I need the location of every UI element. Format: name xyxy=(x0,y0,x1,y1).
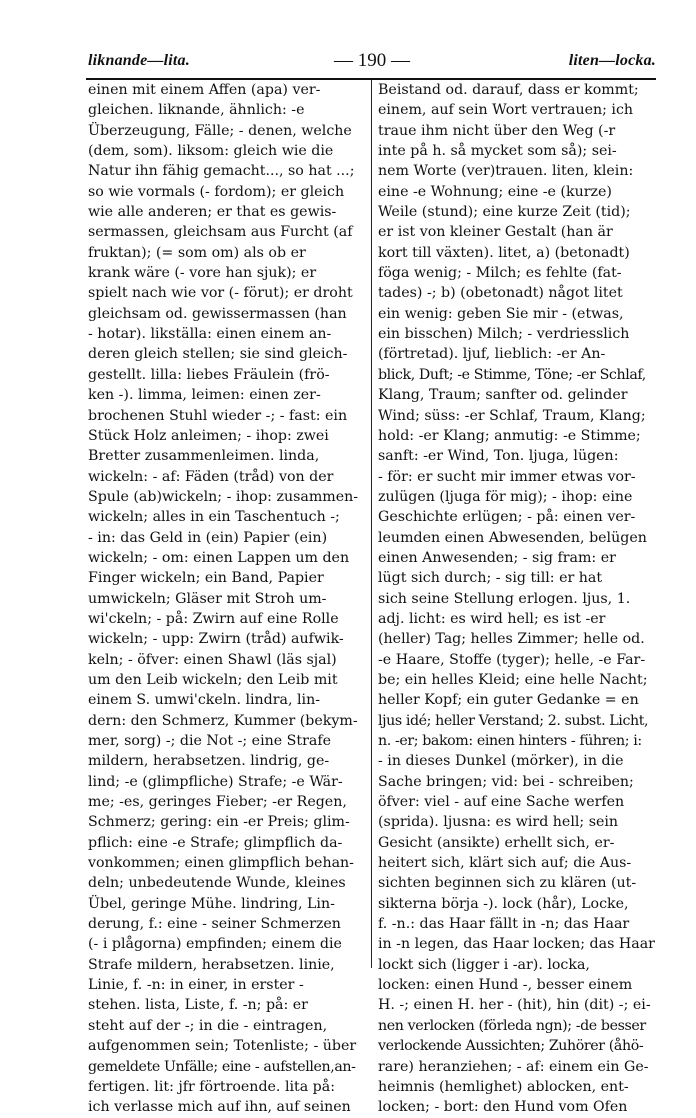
text-line: einem S. umwi'ckeln. lindra, lin- xyxy=(88,692,321,709)
text-line: stehen. lista, Liste, f. -n; på: er xyxy=(88,997,308,1014)
text-line: öfver: viel - auf eine Sache werfen xyxy=(378,794,625,811)
text-line: ein bisschen) Milch; - verdriesslich xyxy=(378,326,630,343)
text-line: ken -). limma, leimen: einen zer- xyxy=(88,387,321,404)
text-line: Geschichte erlügen; - på: einen ver- xyxy=(378,509,636,526)
text-line: kort till växten). litet, a) (betonadt) xyxy=(378,244,630,261)
text-line: wi'ckeln; - på: Zwirn auf eine Rolle xyxy=(88,610,339,627)
text-line: vonkommen; einen glimpflich behan- xyxy=(88,855,354,872)
text-line: wickeln; - upp: Zwirn (tråd) aufwik- xyxy=(88,631,344,648)
text-line: zulügen (ljuga för mig); - ihop: eine xyxy=(378,488,633,505)
text-line: aufgenommen sein; Totenliste; - über xyxy=(88,1038,357,1055)
text-line: keln; - öfver: einen Shawl (läs sjal) xyxy=(88,651,337,668)
text-line: heller Kopf; ein guter Gedanke = en xyxy=(378,692,639,709)
text-line: in -n legen, das Haar locken; das Haar xyxy=(378,936,655,953)
text-line: n. -er; bakom: einen hinters - führen; i: xyxy=(378,733,642,749)
text-line: wie alle anderen; er that es gewis- xyxy=(88,204,337,221)
text-line: fertigen. lit: jfr förtroende. lita på: xyxy=(88,1078,336,1095)
text-line: einen mit einem Affen (apa) ver- xyxy=(88,82,321,98)
text-line: lind; -e (glimpfliche) Strafe; -e Wär- xyxy=(88,773,343,790)
text-line: nem Worte (ver)trauen. liten, klein: xyxy=(378,163,634,180)
right-column xyxy=(378,80,656,1118)
text-line: f. -n.: das Haar fällt in -n; das Haar xyxy=(378,916,630,933)
text-line: leumden einen Abwesenden, belügen xyxy=(378,529,647,546)
text-line: ljus idé; heller Verstand; 2. subst. Licht, xyxy=(378,712,649,729)
text-line: Schmerz; gering: ein -er Preis; glim- xyxy=(88,814,350,831)
text-line: locken: einen Hund -, besser einem xyxy=(378,977,633,994)
text-line: -e Haare, Stoffe (tyger); helle, -e Far- xyxy=(378,651,646,668)
text-line: Natur ihn fähig gemacht..., so hat ...; xyxy=(88,163,355,180)
text-line: fruktan); (= som om) als ob er xyxy=(88,244,306,261)
text-line: nen verlocken (förleda ngn); -de besser xyxy=(378,1017,646,1034)
text-line: me; -es, geringes Fieber; -er Regen, xyxy=(88,794,347,811)
text-line: sikterna börja -). lock (hår), Locke, xyxy=(378,895,629,912)
text-line: gleichsam od. gewissermassen (han xyxy=(88,305,347,322)
text-line: Klang, Traum; sanfter od. gelinder xyxy=(378,387,628,404)
text-line: rare) heranziehen; - af: einem ein Ge- xyxy=(378,1058,649,1075)
text-line: dern: den Schmerz, Kummer (bekym- xyxy=(88,712,358,729)
text-line: mildern, herabsetzen. lindrig, ge- xyxy=(88,753,330,770)
text-line: einem, auf sein Wort vertrauen; ich xyxy=(378,102,634,119)
text-line: Weile (stund); eine kurze Zeit (tid); xyxy=(378,204,631,221)
text-line: gemeldete Unfälle; eine - aufstellen,an- xyxy=(88,1058,356,1075)
text-line: gleichen. liknande, ähnlich: -e xyxy=(88,102,305,119)
text-line: be; ein helles Kleid; eine helle Nacht; xyxy=(378,671,648,688)
text-line: wickeln; alles in ein Taschentuch -; xyxy=(88,509,340,526)
text-line: heitert sich, klärt sich auf; die Aus- xyxy=(378,855,632,872)
header-left-guide-words: liknande—lita. xyxy=(88,52,190,69)
text-line: sich seine Stellung erlogen. ljus, 1. xyxy=(378,590,631,607)
text-line: blick, Duft; -e Stimme, Töne; -er Schlaf, xyxy=(378,366,646,383)
text-line: Überzeugung, Fälle; - denen, welche xyxy=(88,122,352,139)
text-line: Sache bringen; vid: bei - schreiben; xyxy=(378,773,634,790)
text-line: Linie, f. -n: in einer, in erster - xyxy=(88,977,304,994)
text-line: steht auf der -; in die - eintragen, xyxy=(88,1017,328,1034)
text-line: traue ihm nicht über den Weg (-r xyxy=(378,122,616,139)
text-line: einen Anwesenden; - sig fram: er xyxy=(378,549,616,566)
text-line: (förtretad). ljuf, lieblich: -er An- xyxy=(378,346,606,363)
left-column xyxy=(88,80,368,1118)
text-line: (dem, som). liksom: gleich wie die xyxy=(88,143,334,160)
text-line: er ist von kleiner Gestalt (han är xyxy=(378,224,613,241)
text-line: inte på h. så mycket som så); sei- xyxy=(378,143,617,160)
text-line: Bretter zusammenleimen. linda, xyxy=(88,448,320,465)
text-line: krank wäre (- vore han sjuk); er xyxy=(88,265,317,282)
text-line: locken; - bort: den Hund vom Ofen xyxy=(378,1099,628,1116)
text-line: ich verlasse mich auf ihn, auf seinen xyxy=(88,1099,351,1116)
text-line: - in: das Geld in (ein) Papier (ein) xyxy=(88,529,328,546)
text-line: derung, f.: eine - seiner Schmerzen xyxy=(88,916,341,933)
text-line: Strafe mildern, herabsetzen. linie, xyxy=(88,956,335,973)
header-right-guide-words: liten—locka. xyxy=(568,52,656,69)
text-line: H. -; einen H. her - (hit), hin (dit) -; ei- xyxy=(378,997,651,1014)
text-line: sanft: -er Wind, Ton. ljuga, lügen: xyxy=(378,448,619,465)
text-line: Wind; süss: -er Schlaf, Traum, Klang; xyxy=(378,407,646,424)
text-line: lockt sich (ligger i -ar). locka, xyxy=(378,956,590,973)
page-header xyxy=(88,50,656,76)
text-line: - in dieses Dunkel (mörker), in die xyxy=(378,753,624,770)
text-line: (heller) Tag; helles Zimmer; helle od. xyxy=(378,631,645,648)
text-line: umwickeln; Gläser mit Stroh um- xyxy=(88,590,327,607)
text-line: heimnis (hemlighet) ablocken, ent- xyxy=(378,1078,629,1095)
text-line: - hotar). likställa: einen einem an- xyxy=(88,326,332,343)
text-line: pflich: eine -e Strafe; glimpflich da- xyxy=(88,834,343,851)
text-line: wickeln: - af: Fäden (tråd) von der xyxy=(88,468,334,485)
text-line: so wie vormals (- fordom); er gleich xyxy=(88,183,345,200)
text-line: tades) -; b) (obetonadt) något litet xyxy=(378,285,623,302)
text-line: eine -e Wohnung; eine -e (kurze) xyxy=(378,183,612,200)
text-line: Stück Holz anleimen; - ihop: zwei xyxy=(88,427,329,444)
text-line: Beistand od. darauf, dass er kommt; xyxy=(378,82,639,98)
text-line: Spule (ab)wickeln; - ihop: zusammen- xyxy=(88,488,359,505)
text-line: lügt sich durch; - sig till: er hat xyxy=(378,570,603,587)
text-line: föga wenig; - Milch; es fehlte (fat- xyxy=(378,265,622,282)
text-line: - för: er sucht mir immer etwas vor- xyxy=(378,468,636,485)
text-line: sichten beginnen sich zu klären (ut- xyxy=(378,875,637,892)
text-line: Übel, geringe Mühe. lindring, Lin- xyxy=(88,895,335,912)
text-line: verlockende Aussichten; Zuhörer (åhö- xyxy=(378,1038,644,1055)
text-line: ein wenig: geben Sie mir - (etwas, xyxy=(378,305,624,322)
text-line: mer, sorg) -; die Not -; eine Strafe xyxy=(88,733,331,749)
text-line: spielt nach wie vor (- förut); er droht xyxy=(88,285,353,302)
text-line: deln; unbedeutende Wunde, kleines xyxy=(88,875,346,892)
text-line: um den Leib wickeln; den Leib mit xyxy=(88,671,338,688)
text-line: (sprida). ljusna: es wird hell; sein xyxy=(378,814,619,831)
text-line: hold: -er Klang; anmutig: -e Stimme; xyxy=(378,427,641,444)
text-line: adj. licht: es wird hell; es ist -er xyxy=(378,610,606,627)
page-number: — 190 — xyxy=(334,50,410,71)
column-divider xyxy=(371,80,372,968)
text-line: wickeln; - om: einen Lappen um den xyxy=(88,549,350,566)
text-line: Gesicht (ansikte) erhellt sich, er- xyxy=(378,834,615,851)
text-line: brochenen Stuhl wieder -; - fast: ein xyxy=(88,407,348,424)
text-line: Finger wickeln; ein Band, Papier xyxy=(88,570,324,587)
text-line: sermassen, gleichsam aus Furcht (af xyxy=(88,224,353,241)
text-line: deren gleich stellen; sie sind gleich- xyxy=(88,346,348,363)
text-line: gestellt. lilla: liebes Fräulein (frö- xyxy=(88,366,330,383)
text-line: (- i plågorna) empfinden; einem die xyxy=(88,936,342,953)
